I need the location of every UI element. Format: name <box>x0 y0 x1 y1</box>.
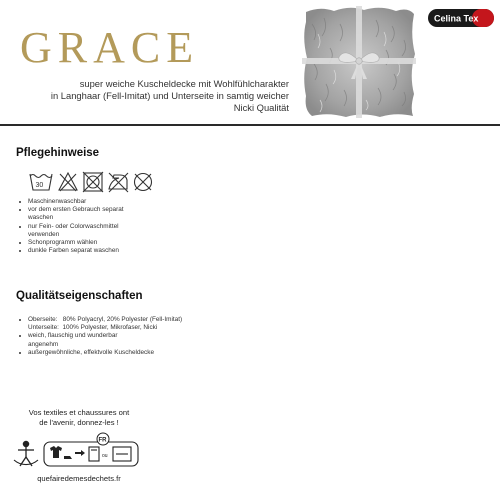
drop-point-icon <box>113 447 131 461</box>
triman-icon <box>14 441 38 466</box>
list-item: dunkle Farben separat waschen <box>18 247 124 255</box>
recycling-line: Vos textiles et chaussures ont <box>28 408 130 417</box>
quality-title: Qualitätseigenschaften <box>16 290 143 302</box>
care-title: Pflegehinweise <box>16 147 100 159</box>
no-bleach-icon <box>59 173 77 191</box>
no-iron-icon <box>109 173 128 192</box>
list-item: weich, flauschig und wunderbar <box>18 332 182 340</box>
care-symbols <box>28 168 158 196</box>
list-item: Schonprogramm wählen <box>18 239 124 247</box>
list-item: Oberseite: 80% Polyacryl, 20% Polyester (Fell-Imitat) <box>18 316 182 324</box>
list-item: verwenden <box>28 230 60 238</box>
wash-temperature: 30 <box>35 182 44 189</box>
logo-text: Celina Tex <box>434 13 479 24</box>
tagline-line: super weiche Kuscheldecke mit Wohlfühlcharakter <box>79 78 289 89</box>
country-badge: FR <box>98 437 107 444</box>
collection-bin-icon <box>89 447 99 461</box>
brand-title: GRACE <box>20 23 200 72</box>
list-item: waschen <box>28 214 54 222</box>
list-item: angenehm <box>28 340 59 348</box>
recycling-line: de l'avenir, donnez-les ! <box>39 417 119 427</box>
care-list <box>18 198 124 255</box>
celinatex-logo <box>428 8 494 28</box>
clothes-icon <box>50 446 72 459</box>
tagline-line: Nicki Qualität <box>233 102 289 113</box>
list-item: Unterseite: 100% Polyester, Mikrofaser, Nicki <box>28 324 158 332</box>
arrow-icon <box>75 450 85 456</box>
quality-list <box>18 316 182 357</box>
recycling-message <box>14 408 144 427</box>
no-dry-clean-icon <box>135 174 152 191</box>
header-divider <box>0 124 500 126</box>
product-tagline <box>14 78 289 114</box>
header <box>0 0 500 124</box>
product-image <box>300 4 418 120</box>
list-item: Maschinenwaschbar <box>18 198 124 206</box>
tagline-line: in Langhaar (Fell-Imitat) und Unterseite in samtig weicher <box>50 90 289 101</box>
wash-30-icon <box>30 174 52 190</box>
list-item: vor dem ersten Gebrauch separat <box>18 206 124 214</box>
triman-logo <box>12 430 142 470</box>
no-tumble-dry-icon <box>83 172 103 192</box>
list-item: nur Fein- oder Colorwaschmittel <box>18 223 124 231</box>
recycling-url: quefairedemesdechets.fr <box>37 474 121 483</box>
list-item: außergewöhnliche, effektvolle Kuscheldecke <box>18 349 182 357</box>
or-label: ou <box>102 453 108 459</box>
